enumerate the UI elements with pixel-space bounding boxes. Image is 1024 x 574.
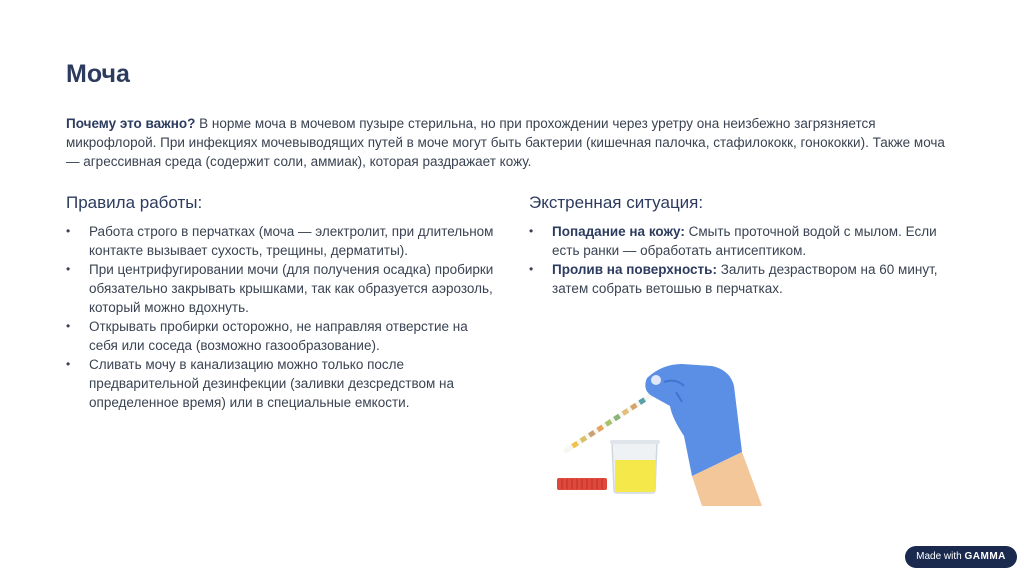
emergency-heading: Экстренная ситуация: <box>529 193 704 212</box>
badge-prefix: Made with <box>916 551 965 562</box>
beaker-icon <box>610 440 660 493</box>
emergency-item-lead: Пролив на поверхность: <box>552 262 717 277</box>
emergency-item-text: Смыть проточной водой с мылом. Если есть ранки — обработать антисептиком. <box>552 224 937 258</box>
badge-brand: GAMMA <box>964 551 1006 562</box>
rules-item: • Сливать мочу в канализацию можно только после предварительной дезинфекции (заливки дезсредством на определенное время) или в специальные емкости. <box>66 355 496 412</box>
rules-item: • Открывать пробирки осторожно, не направляя отверстие на себя или соседа (возможно газообразование). <box>66 317 496 355</box>
emergency-item <box>529 222 949 260</box>
rules-heading: Правила работы: <box>66 193 203 212</box>
intro-paragraph <box>66 114 946 171</box>
urine-test-illustration <box>552 356 767 506</box>
emergency-item <box>529 260 949 298</box>
emergency-list <box>529 222 949 298</box>
page-title: Моча <box>66 60 130 88</box>
made-with-gamma-badge[interactable] <box>905 546 1017 568</box>
emergency-item-lead: Попадание на кожу: <box>552 224 685 239</box>
intro-lead: Почему это важно? <box>66 116 196 131</box>
intro-text: В норме моча в мочевом пузыре стерильна, но при прохождении через уретру она неизбежно загрязняется микрофлорой. При инфекциях мочевыводящих путей в моче могут быть бактерии (кишечная палочка, стафилококк, гонококки). Также моча — агрессивная среда (содержит соли, аммиак), которая раздражает кожу. <box>66 116 945 169</box>
rules-list <box>66 222 496 412</box>
emergency-item-text: Залить дезраствором на 60 минут, затем собрать ветошью в перчатках. <box>552 262 938 296</box>
rules-item: • Работа строго в перчатках (моча — электролит, при длительном контакте вызывает сухость, трещины, дерматиты). <box>66 222 496 260</box>
rules-item: • При центрифугировании мочи (для получения осадка) пробирки обязательно закрывать крышками, так как образуется аэрозоль, который можно вдохнуть. <box>66 260 496 317</box>
petri-dish-cap <box>557 478 607 490</box>
